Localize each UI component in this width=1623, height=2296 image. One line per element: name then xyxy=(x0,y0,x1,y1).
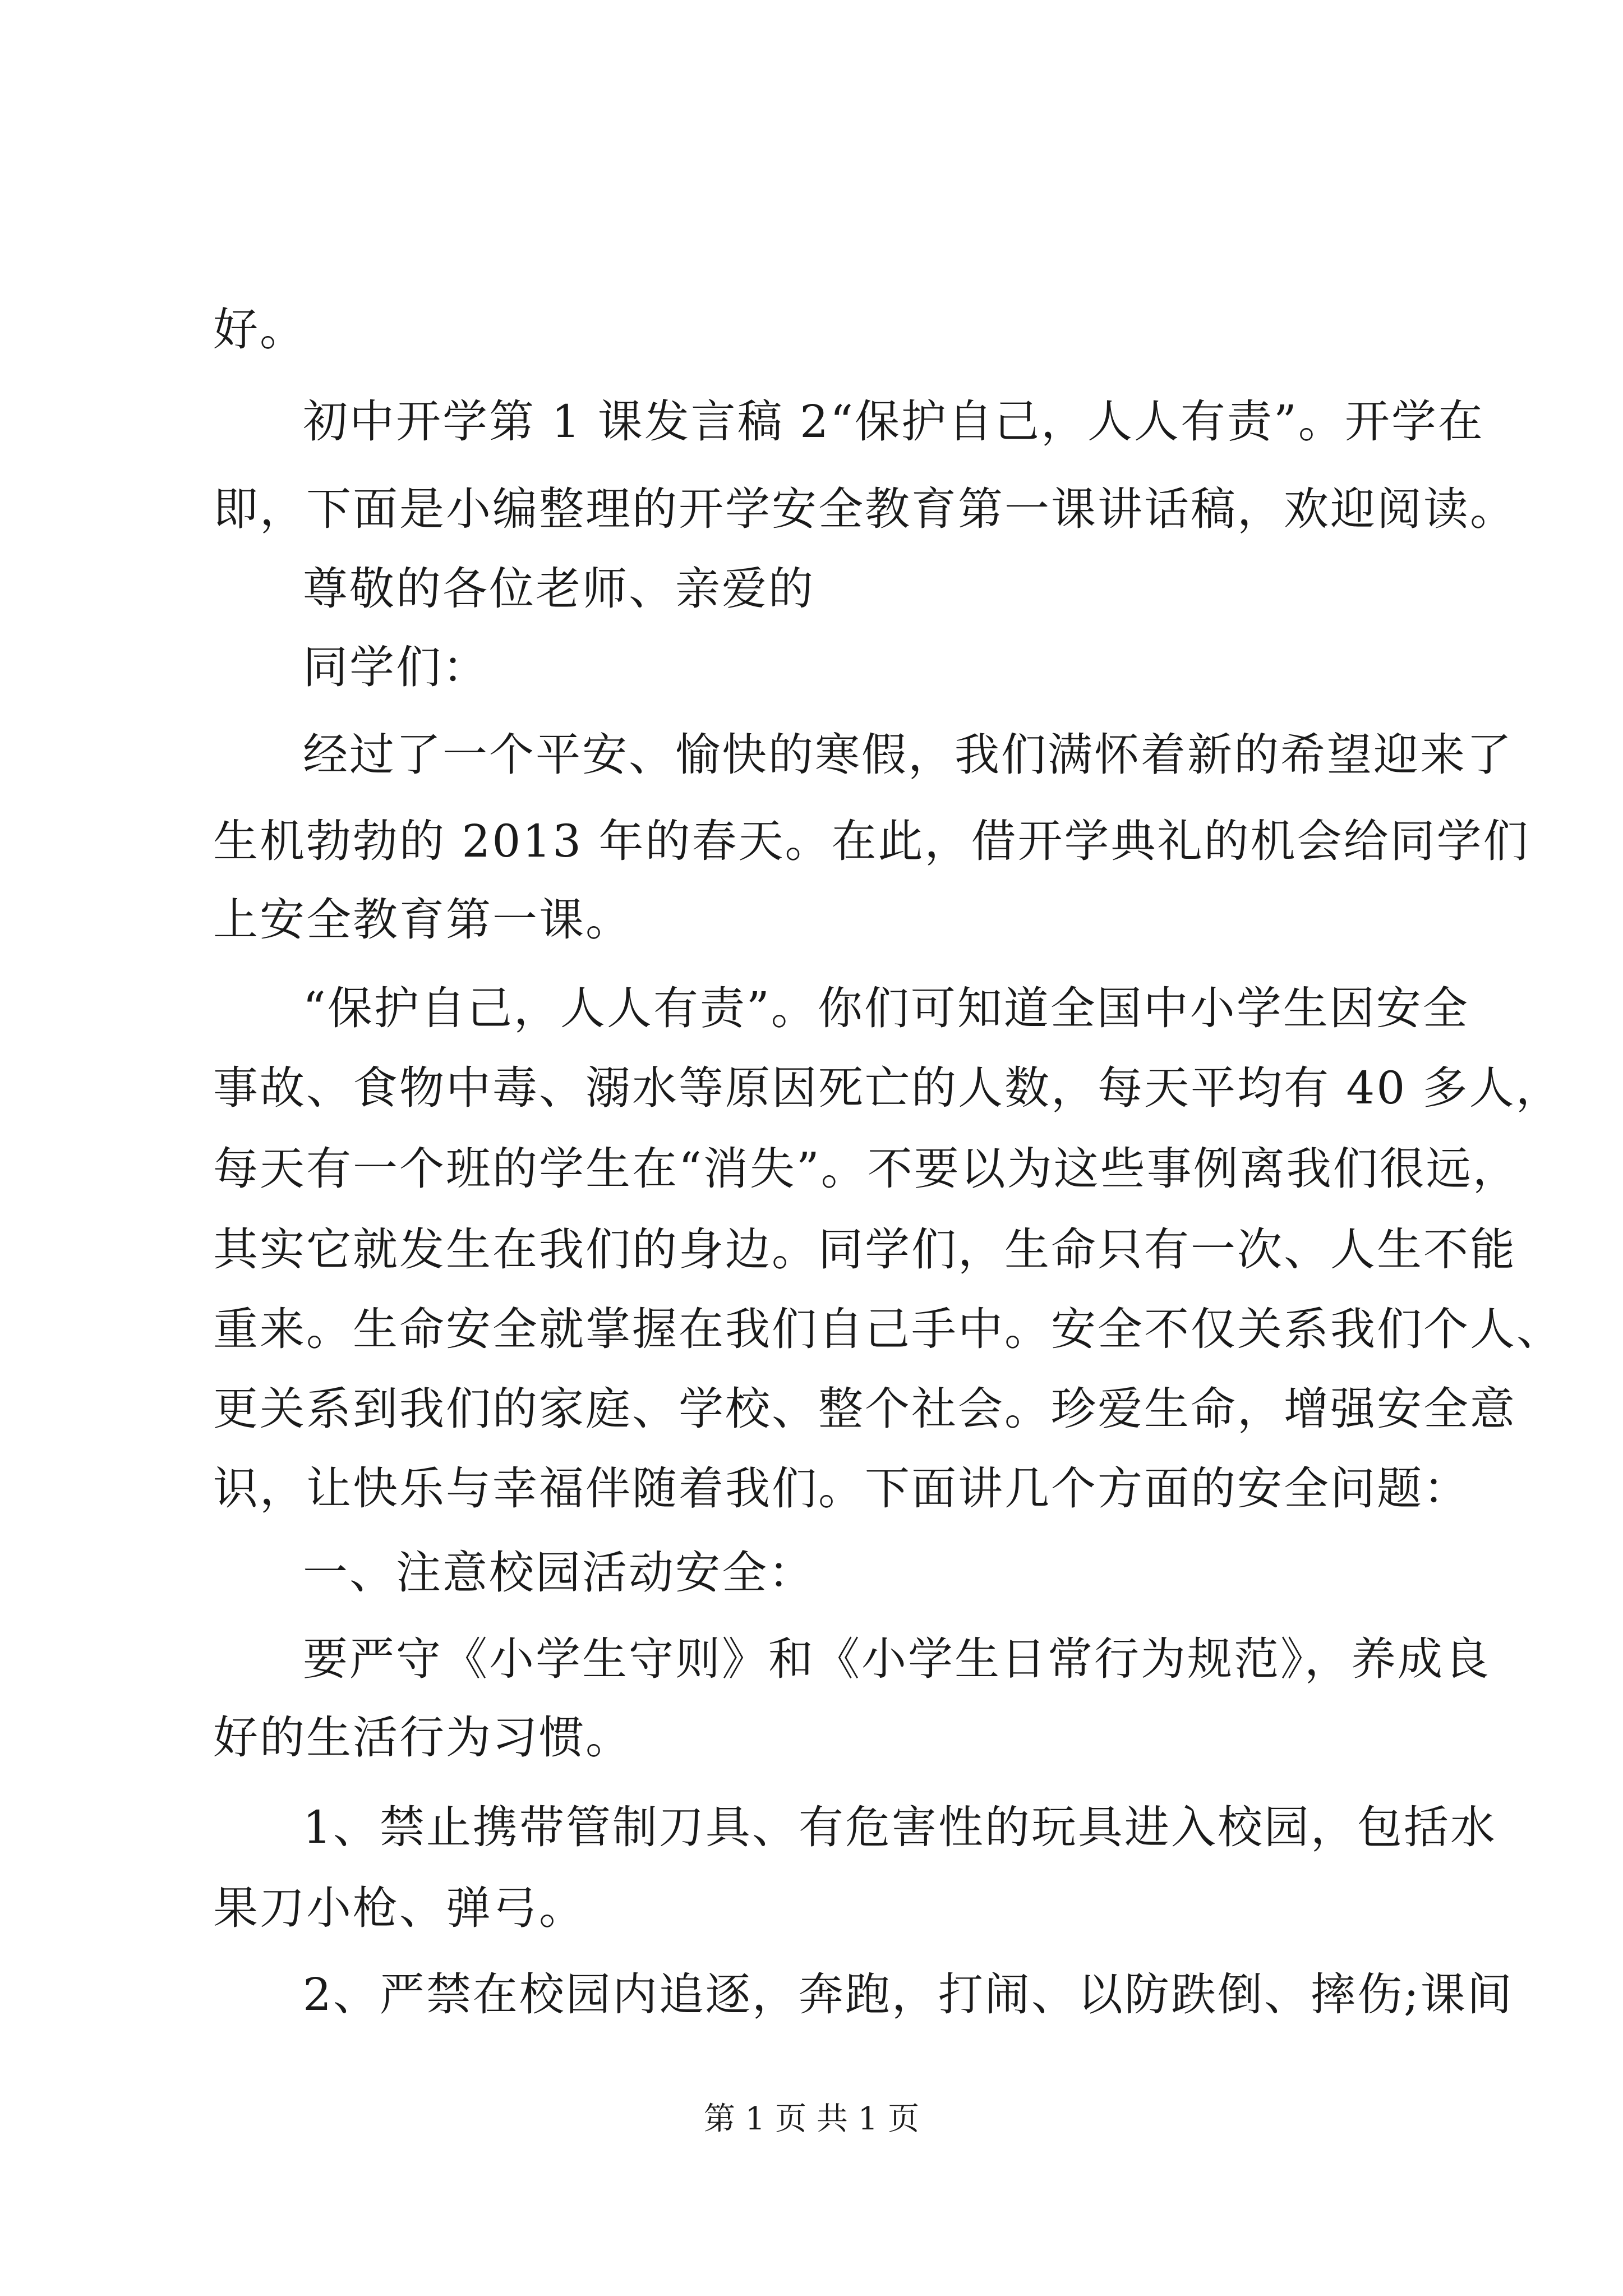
text-line-12: 其实它就发生在我们的身边。同学们，生命只有一次、人生不能 xyxy=(213,1223,1516,1276)
text-line-15: 识，让快乐与幸福伴随着我们。下面讲几个方面的安全问题： xyxy=(213,1462,1470,1515)
text-line-4: 尊敬的各位老师、亲爱的 xyxy=(303,563,815,615)
text-line-18: 好的生活行为习惯。 xyxy=(213,1711,632,1764)
text-line-19: 1、禁止携带管制刀具、有危害性的玩具进入校园，包括水 xyxy=(303,1801,1497,1853)
text-line-9: “保护自己，人人有责”。你们可知道全国中小学生因安全 xyxy=(303,982,1469,1034)
page-footer: 第 1 页 共 1 页 xyxy=(703,2101,920,2137)
text-line-2: 初中开学第 1 课发言稿 2“保护自己，人人有责”。开学在 xyxy=(303,395,1484,448)
text-line-16: 一、注意校园活动安全： xyxy=(303,1547,815,1599)
text-line-10: 事故、食物中毒、溺水等原因死亡的人数，每天平均有 40 多人， xyxy=(213,1062,1562,1114)
text-line-1: 好。 xyxy=(213,303,306,356)
text-line-17: 要严守《小学生守则》和《小学生日常行为规范》，养成良 xyxy=(303,1633,1491,1685)
text-line-7: 生机勃勃的 2013 年的春天。在此，借开学典礼的机会给同学们 xyxy=(213,815,1530,867)
text-line-6: 经过了一个平安、愉快的寒假，我们满怀着新的希望迎来了 xyxy=(303,729,1513,781)
text-line-3: 即，下面是小编整理的开学安全教育第一课讲话稿，欢迎阅读。 xyxy=(213,483,1516,535)
text-line-21: 2、严禁在校园内追逐，奔跑，打闹、以防跌倒、摔伤;课间 xyxy=(303,1968,1514,2021)
text-line-8: 上安全教育第一课。 xyxy=(213,894,632,946)
text-line-5: 同学们： xyxy=(303,641,489,693)
text-line-14: 更关系到我们的家庭、学校、整个社会。珍爱生命，增强安全意 xyxy=(213,1383,1516,1435)
text-line-20: 果刀小枪、弹弓。 xyxy=(213,1882,585,1934)
text-line-13: 重来。生命安全就掌握在我们自己手中。安全不仅关系我们个人、 xyxy=(213,1303,1563,1355)
text-line-11: 每天有一个班的学生在“消失”。不要以为这些事例离我们很远， xyxy=(213,1143,1519,1195)
